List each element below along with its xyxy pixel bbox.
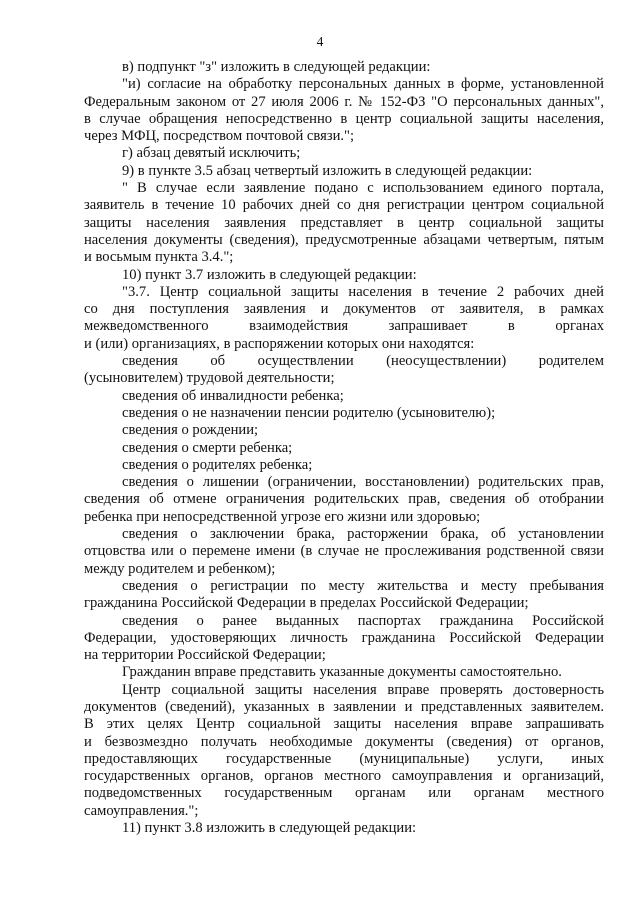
text-line: сведения о родителях ребенка;: [122, 456, 313, 473]
text-line: гражданина Российской Федерации в пределах Российской Федерации;: [84, 595, 529, 612]
text-line: и (или) организациях, в распоряжении которых они находятся:: [84, 335, 475, 352]
text-line: 9) в пункте 3.5 абзац четвертый изложить в следующей редакции:: [122, 162, 533, 179]
text-line: государственных органов, органов местного самоуправления и организаций,: [84, 768, 604, 785]
text-line: сведения о ранее выданных паспортах гражданина Российской: [122, 612, 604, 629]
text-line: самоуправления.";: [84, 802, 199, 819]
text-line: сведения о лишении (ограничении, восстановлении) родительских прав,: [122, 474, 604, 491]
page-number: 4: [316, 34, 324, 49]
text-line: сведения о регистрации по месту жительства и месту пребывания: [122, 577, 604, 594]
text-line: (усыновителем) трудовой деятельности;: [84, 370, 335, 387]
text-line: и восьмым пункта 3.4.";: [84, 249, 234, 266]
text-line: сведения об инвалидности ребенка;: [122, 387, 344, 404]
text-line: ребенка при непосредственной угрозе его жизни или здоровью;: [84, 508, 481, 525]
text-line: населения документы (сведения), предусмотренные абзацами четвертым, пятым: [84, 231, 604, 248]
text-line: Федеральным законом от 27 июля 2006 г. № 152-ФЗ "О персональных данных",: [84, 93, 604, 110]
text-line: между родителем и ребенком);: [84, 560, 276, 577]
text-line: Гражданин вправе представить указанные документы самостоятельно.: [122, 664, 562, 681]
text-line: и безвозмездно получать необходимые документы (сведения) от органов,: [84, 733, 604, 750]
text-line: в случае обращения непосредственно в центр социальной защиты населения,: [84, 110, 604, 127]
document-body: [84, 59, 604, 837]
text-line: В этих целях Центр социальной защиты населения вправе запрашивать: [84, 716, 604, 733]
text-line: "3.7. Центр социальной защиты населения в течение 2 рабочих дней: [122, 283, 604, 300]
text-line: документов (сведений), указанных в заявлении и представленных заявителем.: [84, 698, 604, 715]
text-line: на территории Российской Федерации;: [84, 647, 326, 664]
text-line: в) подпункт "з" изложить в следующей редакции:: [122, 59, 431, 75]
text-line: 10) пункт 3.7 изложить в следующей редакции:: [122, 266, 417, 283]
text-line: сведения о заключении брака, расторжении брака, об установлении: [122, 526, 604, 543]
text-line: сведения об осуществлении (неосуществлении) родителем: [122, 353, 604, 370]
text-line: сведения о не назначении пенсии родителю (усыновителю);: [122, 404, 496, 421]
text-line: сведения о смерти ребенка;: [122, 439, 293, 456]
text-line: 11) пункт 3.8 изложить в следующей редакции:: [122, 820, 417, 837]
text-line: Центр социальной защиты населения вправе проверять достоверность: [122, 681, 604, 698]
text-line: г) абзац девятый исключить;: [122, 145, 301, 162]
text-line: "и) согласие на обработку персональных данных в форме, установленной: [122, 76, 604, 93]
text-line: защиты населения заявления представляет в центр социальной защиты: [84, 214, 604, 231]
text-line: сведения о рождении;: [122, 422, 259, 439]
text-line: Федерации, удостоверяющих личность гражданина Российской Федерации: [84, 629, 604, 646]
text-line: заявитель в течение 10 рабочих дней со дня регистрации центром социальной: [84, 197, 604, 214]
text-line: отцовства или о перемене имени (в случае не прослеживания родственной связи: [84, 543, 604, 560]
text-line: со дня поступления заявления и документов от заявителя, в рамках: [84, 301, 604, 318]
text-line: предоставляющих государственные (муниципальные) услуги, иных: [84, 750, 604, 767]
text-line: сведения об отмене ограничения родительских прав, сведения об отобрании: [84, 491, 604, 508]
text-line: " В случае если заявление подано с использованием единого портала,: [122, 180, 604, 197]
text-line: подведомственных государственным органам или органам местного: [84, 785, 604, 802]
text-line: через МФЦ, посредством почтовой связи.";: [84, 128, 355, 145]
text-line: межведомственного взаимодействия запрашивает в органах: [84, 318, 604, 335]
